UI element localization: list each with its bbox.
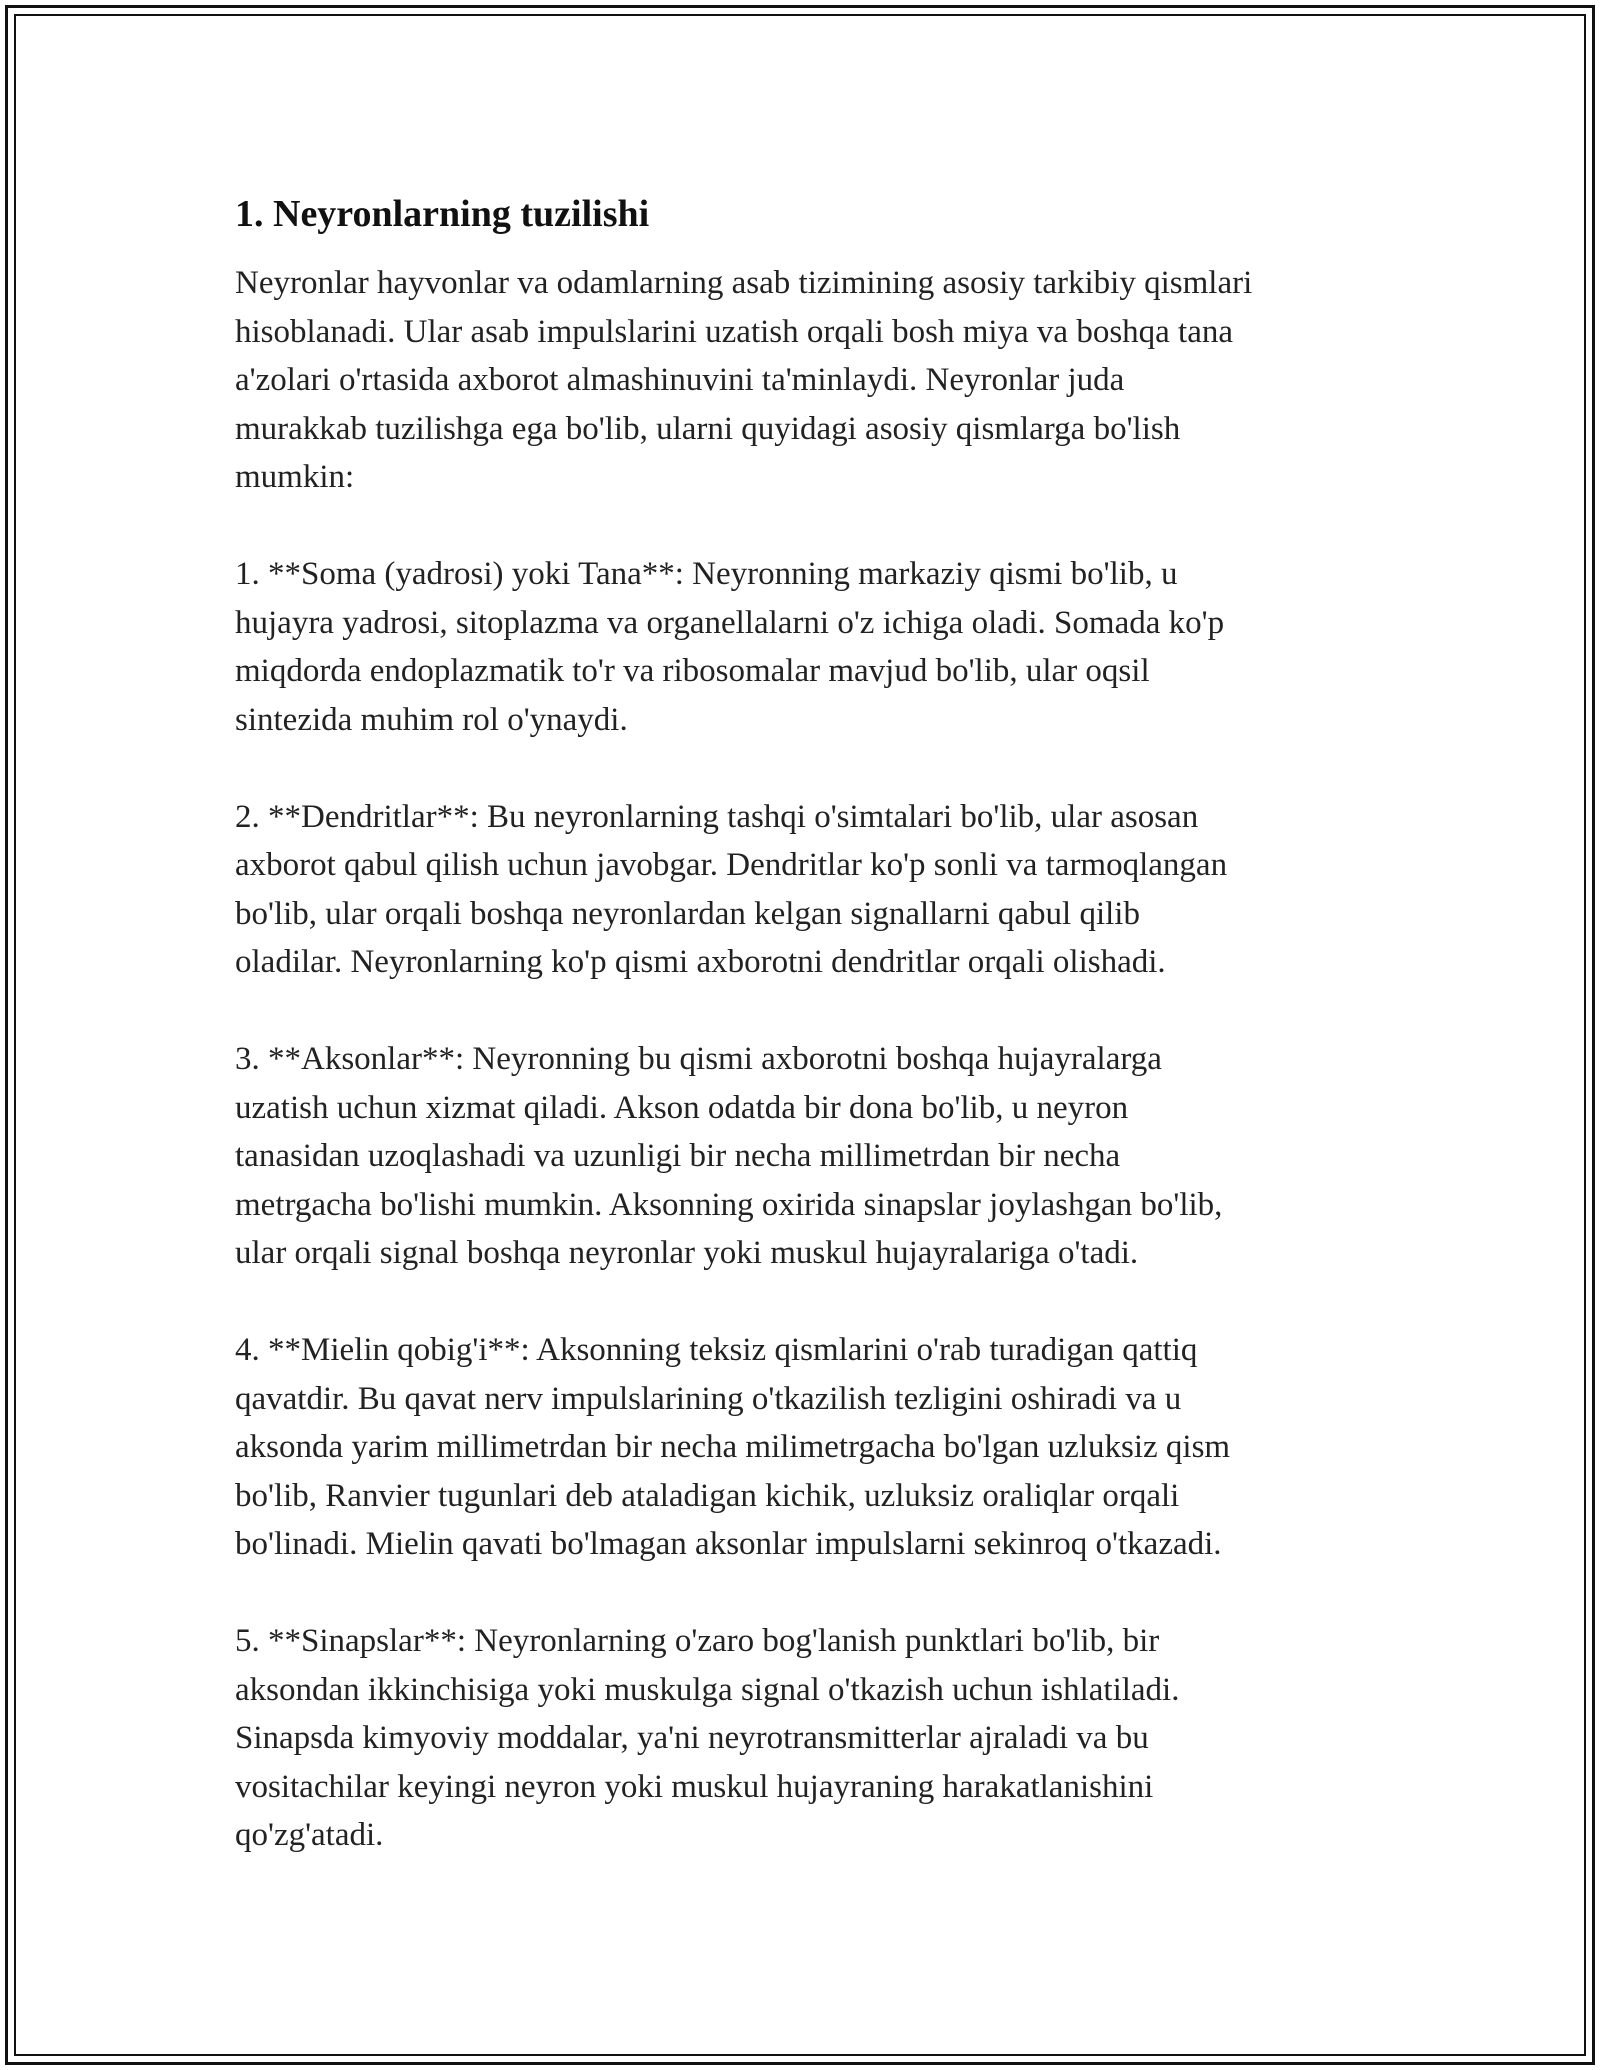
document-body [235,186,1385,1860]
intro-paragraph: Neyronlar hayvonlar va odamlarning asab tizimining asosiy tarkibiy qismlari hisoblanadi. Ular asab impulslarini uzatish orqali bosh miya va boshqa tana a'zolari o'rtasida axborot almashinuvini ta'minlaydi. Neyronlar juda murakkab tuzilishga ega bo'lib, ularni quyidagi asosiy qismlarga bo'lish mumkin: [235,265,1253,495]
section-heading: 1. Neyronlarning tuzilishi [235,193,650,235]
list-item-myelin: 4. **Mielin qobig'i**: Aksonning teksiz qismlarini o'rab turadigan qattiq qavatdir. Bu qavat nerv impulslarining o'tkazilish tezligini oshiradi va u aksonda yarim millimetrdan bir necha milimetrgacha bo'lgan uzluksiz qism bo'lib, Ranvier tugunlari deb ataladigan kichik, uzluksiz oraliqlar orqali bo'linadi. Mielin qavati bo'lmagan aksonlar impulslarni sekinroq o'tkazadi. [235,1332,1231,1562]
list-item-dendrites: 2. **Dendritlar**: Bu neyronlarning tashqi o'simtalari bo'lib, ular asosan axborot qabul qilish uchun javobgar. Dendritlar ko'p sonli va tarmoqlangan bo'lib, ular orqali boshqa neyronlardan kelgan signallarni qabul qilib oladilar. Neyronlarning ko'p qismi axborotni dendritlar orqali olishadi. [235,798,1228,980]
list-item-axons: 3. **Aksonlar**: Neyronning bu qismi axborotni boshqa hujayralarga uzatish uchun xizmat qiladi. Akson odatda bir dona bo'lib, u neyron tanasidan uzoqlashadi va uzunligi bir necha millimetrdan bir necha metrgacha bo'lishi mumkin. Aksonning oxirida sinapslar joylashgan bo'lib, ular orqali signal boshqa neyronlar yoki muskul hujayralariga o'tadi. [235,1041,1223,1271]
list-item-soma: 1. **Soma (yadrosi) yoki Tana**: Neyronning markaziy qismi bo'lib, u hujayra yadrosi, sitoplazma va organellalarni o'z ichiga oladi. Somada ko'p miqdorda endoplazmatik to'r va ribosomalar mavjud bo'lib, ular oqsil sintezida muhim rol o'ynaydi. [235,556,1225,738]
list-item-synapses: 5. **Sinapslar**: Neyronlarning o'zaro bog'lanish punktlari bo'lib, bir aksondan ikkinchisiga yoki muskulga signal o'tkazish uchun ishlatiladi. Sinapsda kimyoviy moddalar, ya'ni neyrotransmitterlar ajraladi va bu vositachilar keyingi neyron yoki muskul hujayraning harakatlanishini qo'zg'atadi. [235,1623,1180,1853]
